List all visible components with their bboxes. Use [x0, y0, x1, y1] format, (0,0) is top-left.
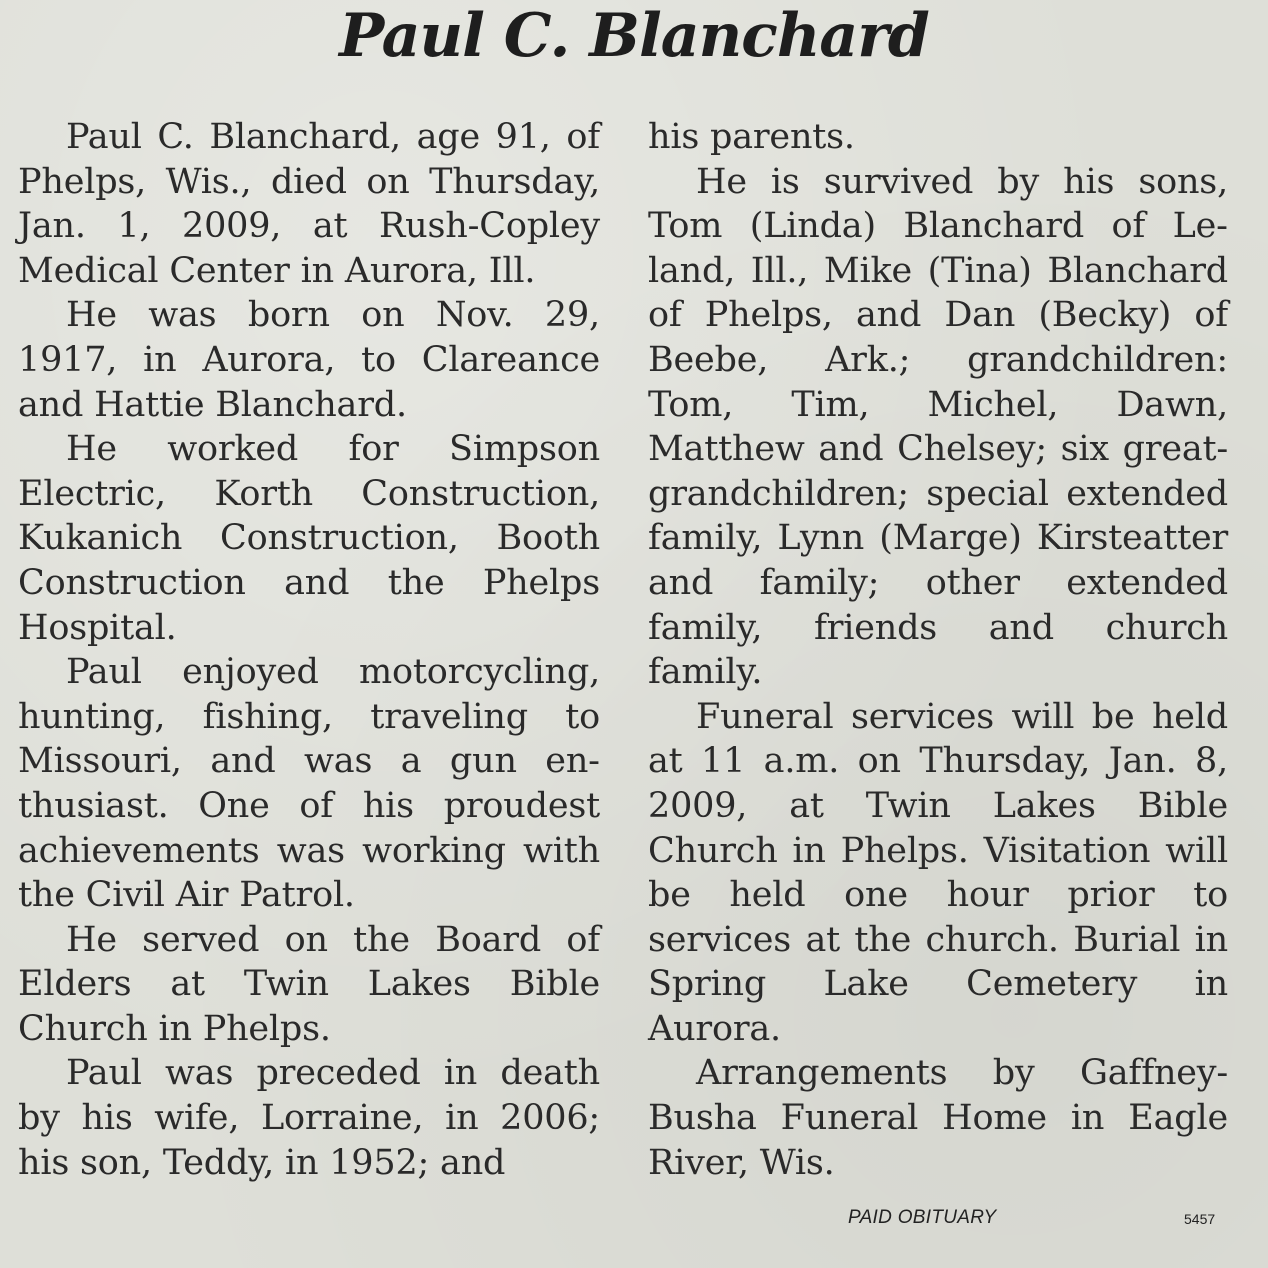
obituary-title: Paul C. Blanchard — [339, 1, 929, 71]
right-column — [648, 115, 1228, 1185]
obituary-paragraph: He served on the Board of Elders at Twin Lakes Bible Church in Phelps. — [18, 919, 600, 1049]
obituary-paragraph: Paul C. Blanchard, age 91, of Phelps, Wis., died on Thursday, Jan. 1, 2009, at Rush-Copley Medical Center in Aurora, Ill. — [18, 117, 600, 291]
obituary-paragraph: He is survived by his sons, Tom (Linda) Blanchard of Leland, Ill., Mike (Tina) Blanchard of Phelps, and Dan (Becky) of Beebe, Ark.; grandchildren: Tom, Tim, Michel, Dawn, Matthew and Chelsey; six great-grandchildren; special extended family, Lynn (Marge) Kirsteatter and family; other extended family, friends and church family. — [648, 161, 1228, 693]
obituary-paragraph: Paul was preceded in death by his wife, Lorraine, in 2006; his son, Teddy, in 1952; and — [18, 1053, 600, 1183]
obituary-paragraph: Arrangements by Gaffney-Busha Funeral Home in Eagle River, Wis. — [648, 1053, 1228, 1183]
obituary-paragraph: He worked for Simpson Electric, Korth Construction, Kukanich Construction, Booth Construction and the Phelps Hospital. — [18, 429, 600, 648]
ad-code: 5457 — [1184, 1211, 1216, 1227]
obituary-paragraph: He was born on Nov. 29, 1917, in Aurora, to Clareance and Hattie Blanchard. — [18, 295, 600, 425]
paid-obituary-label: PAID OBITUARY — [848, 1207, 997, 1228]
obituary-paragraph: Paul enjoyed motorcycling, hunting, fishing, traveling to Missouri, and was a gun enthusiast. One of his proudest achievements was working with the Civil Air Patrol. — [18, 652, 600, 916]
left-column — [18, 115, 600, 1185]
obituary-paragraph: Funeral services will be held at 11 a.m. on Thursday, Jan. 8, 2009, at Twin Lakes Bible Church in Phelps. Visitation will be held one hour prior to services at the church. Burial in Spring Lake Cemetery in Aurora. — [648, 696, 1228, 1049]
continuation-text: his parents. — [648, 117, 855, 157]
